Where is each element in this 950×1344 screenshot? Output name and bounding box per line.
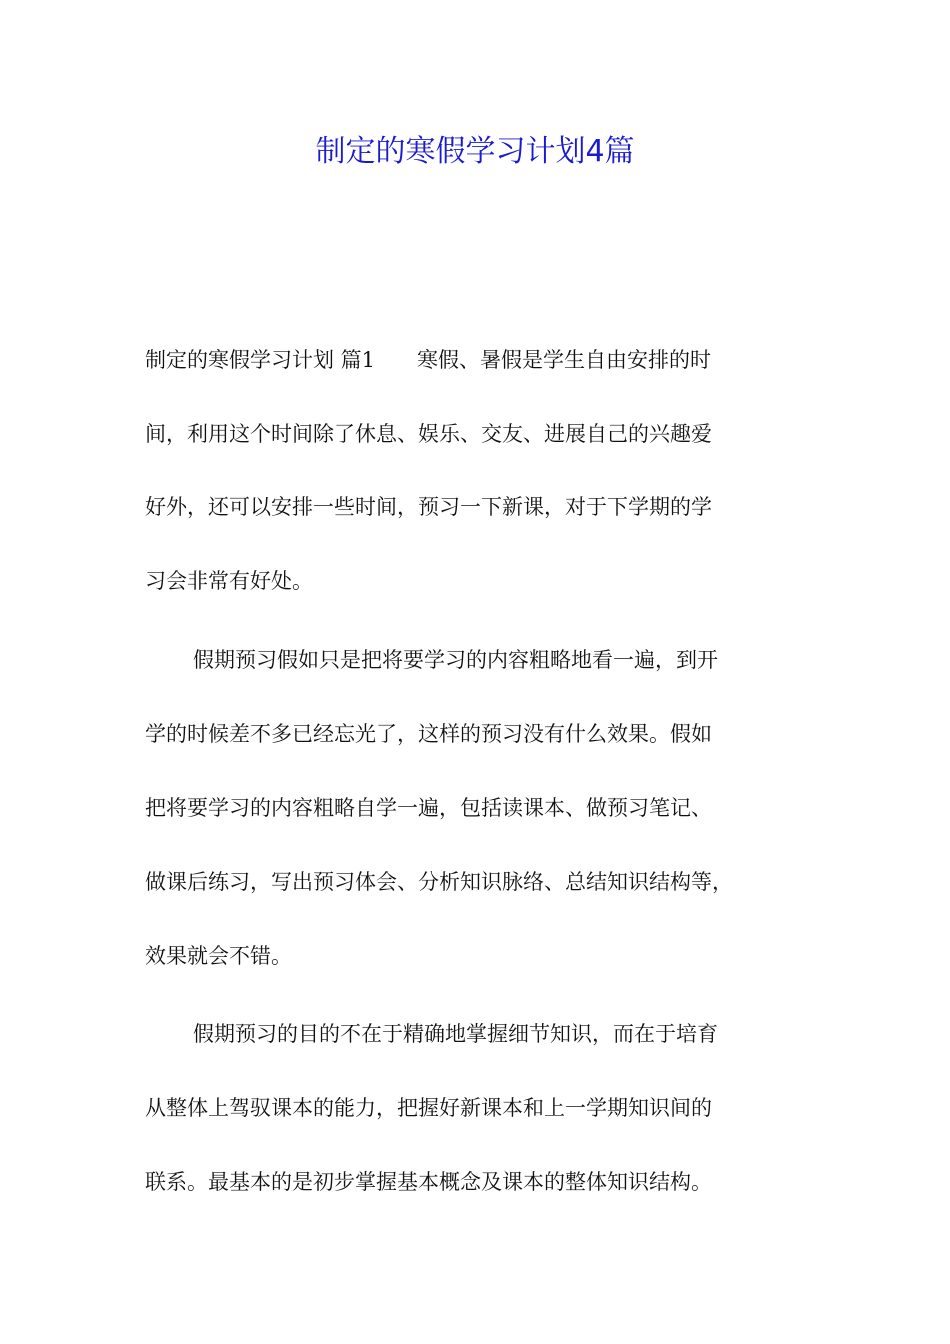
paragraph-line: 学的时候差不多已经忘光了，这样的预习没有什么效果。假如	[145, 722, 712, 746]
paragraph-line: 做课后练习，写出预习体会、分析知识脉络、总结知识结构等，	[145, 870, 733, 894]
document-title: 制定的寒假学习计划4篇	[315, 134, 635, 169]
paragraph-line: 把将要学习的内容粗略自学一遍，包括读课本、做预习笔记、	[145, 796, 712, 820]
paragraph-line: 假期预习的目的不在于精确地掌握细节知识，而在于培育	[193, 1022, 718, 1046]
paragraph-line: 联系。最基本的是初步掌握基本概念及课本的整体知识结构。	[145, 1170, 712, 1194]
paragraph-line: 从整体上驾驭课本的能力，把握好新课本和上一学期知识间的	[145, 1096, 712, 1120]
paragraph-line: 间，利用这个时间除了休息、娱乐、交友、进展自己的兴趣爱	[145, 422, 712, 446]
paragraph-line: 习会非常有好处。	[145, 569, 313, 593]
paragraph-line: 好外，还可以安排一些时间，预习一下新课，对于下学期的学	[145, 495, 712, 519]
paragraph-line: 效果就会不错。	[145, 944, 292, 968]
paragraph-line: 制定的寒假学习计划 篇1 寒假、暑假是学生自由安排的时	[145, 348, 712, 372]
paragraph-line: 假期预习假如只是把将要学习的内容粗略地看一遍，到开	[193, 648, 718, 672]
